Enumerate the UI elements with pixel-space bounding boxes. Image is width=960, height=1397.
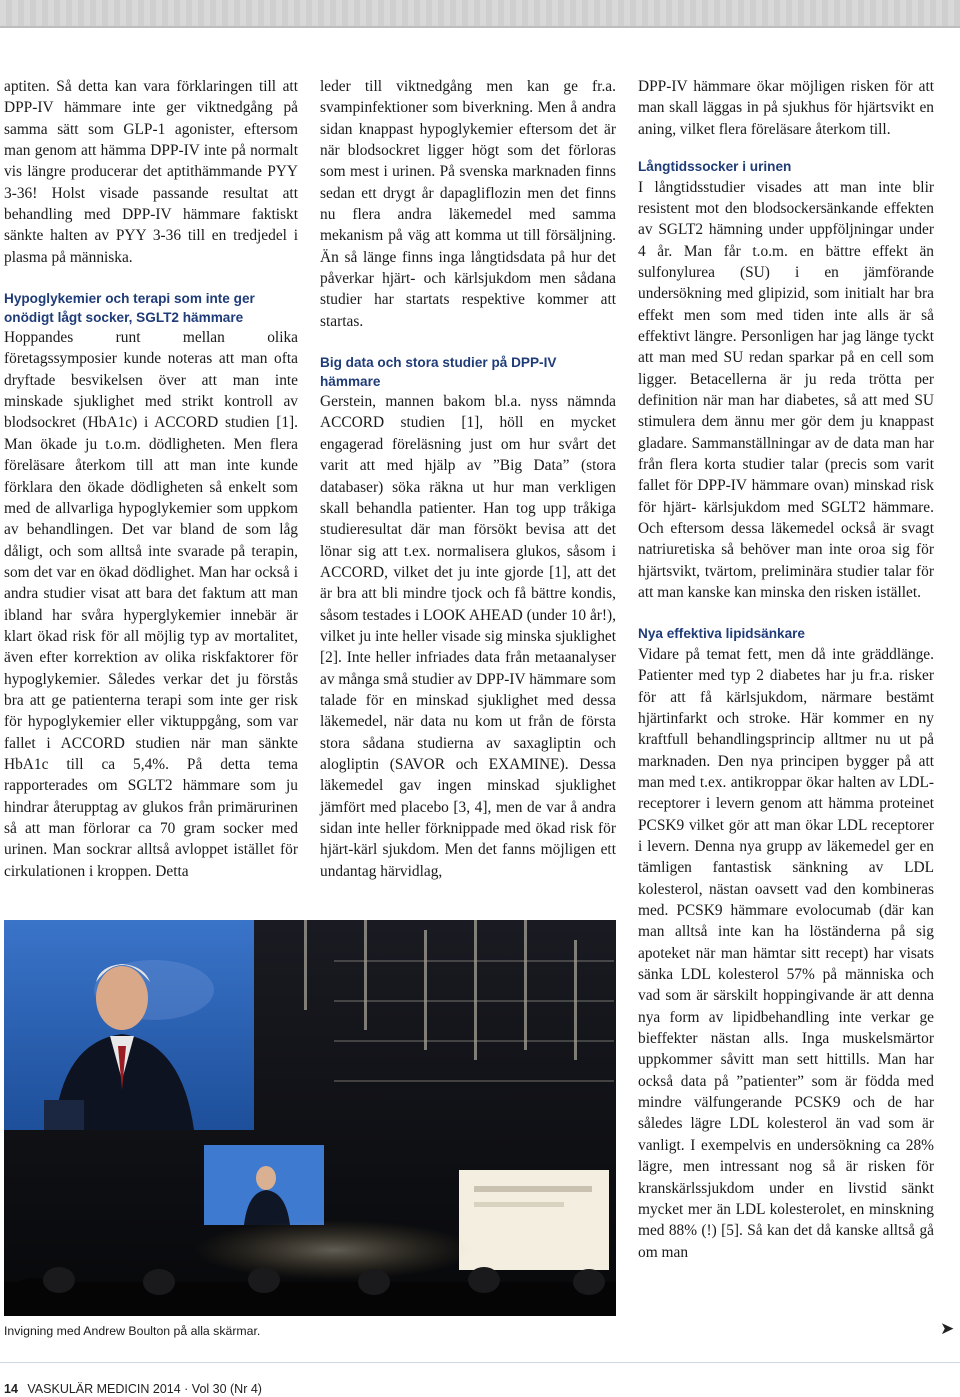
section-heading: Långtidssocker i urinen [638, 159, 792, 175]
publication-name: VASKULÄR MEDICIN 2014 · Vol 30 (Nr 4) [27, 1382, 262, 1396]
paragraph: Gerstein, mannen bakom bl.a. nyss nämnda ACCORD studien [1], höll en mycket engagerad föreläsning just om hur svårt det varit att med hjälp av ”Big Data” (stora databaser) söka räkna ut hur man verkligen skall behandla patienter. Han tog upp tråkiga studieresultat där man försökt bevisa att det lönar sig att t.ex. normalisera glukos, såsom i ACCORD, vilket det ju inte gjorde [1], att det är bra att bli mindre tjock och få bättre kondis, såsom testades i LOOK AHEAD (under 10 år!), vilket ju inte heller visade sig minska sjuklighet [2]. Inte heller infriades data från metaanalyser av många små studier av DPP-IV hämmare som talade för en minskad sjuklighet med dessa läkemedel, när data nu kom ut från de första stora sådana studierna av saxagliptin och alogliptin (SAVOR och EXAMINE). Dessa läkemedel gav ingen minskad sjuklighet jämfört med placebo [3, 4], men de var å andra sidan inte heller förknippade med ökad risk för hjärt-kärl sjukdom. Men det fanns möjligen ett undantag härvidlag, [320, 393, 616, 880]
paragraph: DPP-IV hämmare ökar möjligen risken för att man skall läggas in på sjukhus för hjärtsvikt en aning, vilket flera föreläsare återkom till. [638, 78, 934, 138]
article-column-3 [638, 76, 934, 1263]
paragraph: Vidare på temat fett, men då inte gräddlänge. Patienter med typ 2 diabetes har ju fr.a. risker för att få kärlsjukdom, närmare bestämt hjärtinfarkt och stroke. Här kommer en ny kraftfull behandlingsprincip alltmer nu ut på marknaden. Den nya principen bygger på att man med t.ex. antikroppar ökar halten av LDL-receptorer i levern genom att hämma proteinet PCSK9 vilket gör att man ökar LDL receptorer i levern. Denna nya grupp av läkemedel ger en tämligen fantastisk sänkning av LDL kolesterol, nästan oavsett vad den kombineras med. PCSK9 hämmare evolocumab (där kan man alltså inte kan ha löständerna på sig apoteket när man hämtar sitt recept) har visats sänka LDL kolesterol 57% på människa och vad som är särskilt hoppingivande är att denna nya form av lipidbehandling inte verkar ge bieffekter nästan alls. Inga muskelsmärtor uppkommer såvitt man sett hittills. Man har också data på ”patienter” som är födda med mindre välfungerande PCSK9 och de har således lägre LDL kolesterol än vad som är vanligt. I exempelvis en undersökning ca 28% lägre, men intressant nog så är risken för kranskärlssjukdom under en livstid sänkt mycket mer än LDL kolesterolet, en minskning med 88% (!) [5]. Så kan det då kanske alltså gå om man [638, 645, 934, 1261]
paragraph: Hoppandes runt mellan olika företagssymposier kunde noteras att man ofta dryftade besvikelsen över att man inte minskade sjuklighet med strikt kontroll av blodsockret (HbA1c) i ACCORD studien [1]. Man ökade ju t.o.m. dödligheten. Men flera föreläsare återkom till att man inte kunde förklara den ökade dödligheten så enkelt som med de allvarliga hypoglykemier som uppkom av behandlingen. Det var bland de som låg dåligt, och som alltså inte svarade på terapin, som det var en ökad dödlighet. Man har också i andra studier visat att bara det faktum att man ibland har svåra hyperglykemier innebär är klart ökad risk för all möjlig typ av mortalitet, även efter korrektion av olika riskfaktorer för hypoglykemier. Således verkar det ju förstås bra att ge patienterna terapi som inte ger risk för hypoglykemier eller viktuppgång, som var fallet i ACCORD studien när man sänkte HbA1c till ca 5,4%. På detta tema rapporterades om SGLT2 hämmare som ju hindrar återupptag av glukos från primärurinen så att man förlorar ca 70 gram socker med urinen. Man sockrar alltså avloppet istället för cirkulationen i kroppen. Detta [4, 329, 298, 880]
top-divider [0, 26, 960, 28]
article-column-2 [320, 76, 616, 882]
arrow-right-icon: ➤ [940, 1319, 955, 1339]
section-heading: Hypoglykemier och terapi som inte ger onödigt lågt socker, SGLT2 hämmare [4, 291, 255, 325]
footer-divider [0, 1362, 960, 1363]
article-column-1 [4, 76, 298, 882]
page-footer [4, 1381, 262, 1397]
paragraph: I långtidsstudier visades att man inte blir resistent mot den blodsockersänkande effekten av SGLT2 hämning under uppföljningar under 4 år. Man får t.o.m. en bättre effekt än sulfonylurea (SU) i en jämförande undersökning med glipizid, som initialt har bra effekt men som med tiden inte alls är så effektivt längre. Personligen har jag länge tyckt att man med SU redan sparkar på en cell som ligger. Betacellerna är ju reda trötta per definition när man har diabetes, så att med SU stimulera dem ännu mer gör dem ju knappast gladare. Sammanställningar av de data man har från flera korta studier talar (precis som varit fallet för DPP-IV hämmare ovan) minskad risk för hjärt- kärlsjukdom med SGLT2 hämmare. Och eftersom dessa läkemedel också är svagt natriuretiska så behöver man inte oroa sig för hjärtsvikt, tvärtom, preliminära studier talar för att man kanske kan minska den risken istället. [638, 178, 934, 602]
section-heading: Nya effektiva lipidsänkare [638, 626, 805, 642]
paragraph: leder till viktnedgång men kan ge fr.a. svampinfektioner som biverkning. Men å andra sidan knappast hypoglykemier eftersom det är när blodsockret ligger högt som det förloras som mest i urinen. På svenska marknaden finns sedan ett drygt år dapagliflozin men det finns nu flera andra läkemedel med samma mekanism på väg att komma ut till försäljning. Än så länge finns inga långtidsdata på hur det påverkar hjärt- och kärlsjukdom men sådana studier har startats respektive kommer att startas. [320, 78, 616, 330]
section-heading: Big data och stora studier på DPP-IV hämmare [320, 355, 557, 389]
page-number: 14 [4, 1382, 18, 1396]
conference-photo [4, 920, 616, 1316]
photo-caption: Invigning med Andrew Boulton på alla skärmar. [4, 1324, 261, 1338]
paragraph: aptiten. Så detta kan vara förklaringen till att DPP-IV hämmare inte ger viktnedgång på samma sätt som GLP-1 agonister, eftersom man genom att hämma DPP-IV inte på normalt vis längre producerar det aptithämmande PYY 3-36! Holst visade passande resultat att behandling med DPP-IV hämmare faktiskt sänkte halten av PYY 3-36 till en tredjedel i plasma på människa. [4, 78, 298, 266]
top-banner-strip [0, 0, 960, 26]
